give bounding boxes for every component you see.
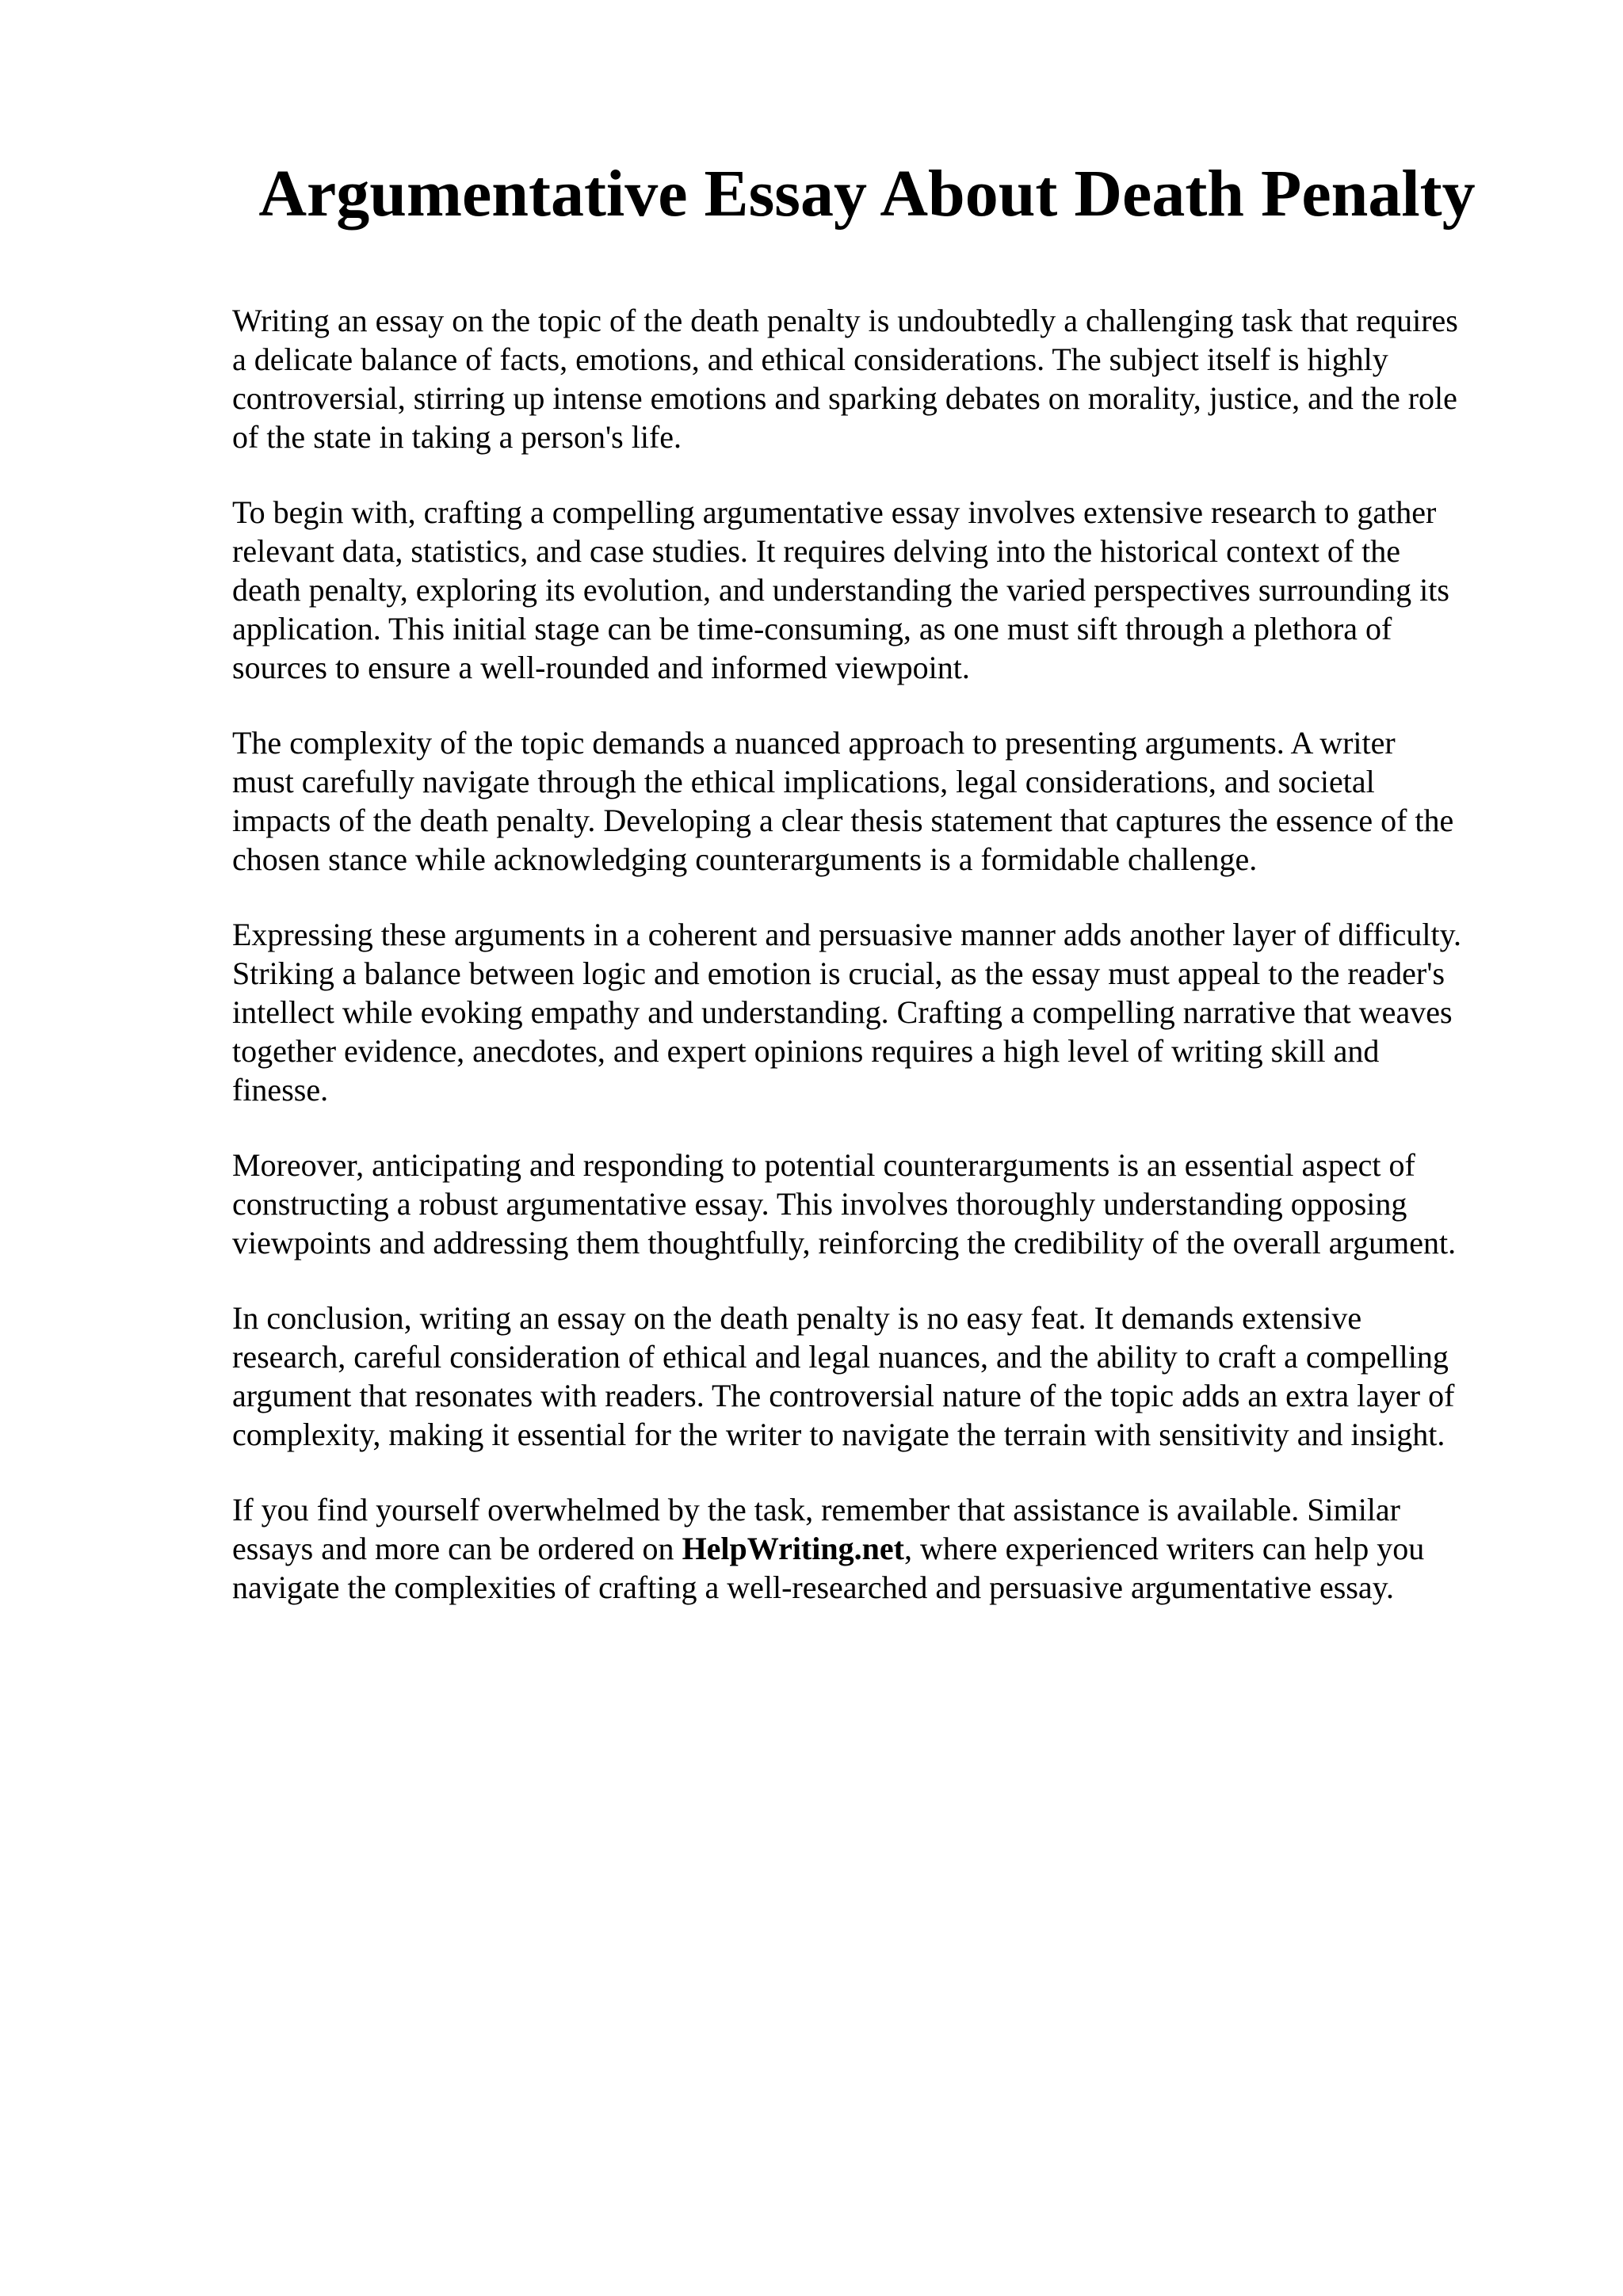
paragraph-line: viewpoints and addressing them thoughtfully, reinforcing the credibility of the overall argument. [232, 1225, 1457, 1261]
paragraph-line: If you find yourself overwhelmed by the task, remember that assistance is available. Similar [232, 1492, 1401, 1527]
paragraph-line: of the state in taking a person's life. [232, 419, 682, 455]
paragraph-line: application. This initial stage can be time-consuming, as one must sift through a plethora of [232, 611, 1392, 646]
paragraph-4 [232, 915, 1532, 1109]
document-body [232, 301, 1532, 1643]
closing-text-after-link: , where experienced writers can help you [903, 1531, 1425, 1566]
paragraph-line: argument that resonates with readers. The controversial nature of the topic adds an extra layer of [232, 1378, 1455, 1413]
paragraph-line: sources to ensure a well-rounded and informed viewpoint. [232, 650, 970, 685]
paragraph-line: death penalty, exploring its evolution, and understanding the varied perspectives surrounding its [232, 572, 1449, 608]
paragraph-line: a delicate balance of facts, emotions, and ethical considerations. The subject itself is highly [232, 341, 1388, 377]
paragraph-line: impacts of the death penalty. Developing a clear thesis statement that captures the essence of the [232, 803, 1454, 838]
paragraph-line: finesse. [232, 1072, 329, 1108]
paragraph-line: In conclusion, writing an essay on the death penalty is no easy feat. It demands extensive [232, 1300, 1362, 1336]
paragraph-line: Moreover, anticipating and responding to potential counterarguments is an essential aspect of [232, 1147, 1415, 1183]
paragraph-line: intellect while evoking empathy and understanding. Crafting a compelling narrative that weaves [232, 994, 1453, 1030]
paragraph-2 [232, 493, 1532, 687]
paragraph-5 [232, 1146, 1532, 1262]
paragraph-line: research, careful consideration of ethical and legal nuances, and the ability to craft a compelling [232, 1339, 1449, 1375]
paragraph-1 [232, 301, 1532, 456]
closing-text-before-link: essays and more can be ordered on [232, 1531, 682, 1566]
paragraph-closing [232, 1490, 1532, 1607]
paragraph-line: controversial, stirring up intense emotions and sparking debates on morality, justice, and the role [232, 380, 1457, 416]
paragraph-line: To begin with, crafting a compelling argumentative essay involves extensive research to gather [232, 494, 1437, 530]
paragraph-line: complexity, making it essential for the writer to navigate the terrain with sensitivity and insight. [232, 1417, 1445, 1452]
paragraph-line: The complexity of the topic demands a nuanced approach to presenting arguments. A writer [232, 725, 1396, 761]
paragraph-line: must carefully navigate through the ethical implications, legal considerations, and societal [232, 764, 1375, 799]
paragraph-line: constructing a robust argumentative essay. This involves thoroughly understanding opposing [232, 1186, 1407, 1222]
paragraph-line: relevant data, statistics, and case studies. It requires delving into the historical context of the [232, 533, 1401, 569]
paragraph-line: chosen stance while acknowledging counterarguments is a formidable challenge. [232, 841, 1258, 877]
paragraph-line-with-link [232, 1529, 1532, 1568]
paragraph-line: Writing an essay on the topic of the death penalty is undoubtedly a challenging task that requires [232, 303, 1458, 338]
paragraph-line: Expressing these arguments in a coherent and persuasive manner adds another layer of difficulty. [232, 917, 1461, 952]
document-title: Argumentative Essay About Death Penalty [258, 157, 1476, 231]
paragraph-line: navigate the complexities of crafting a well-researched and persuasive argumentative essay. [232, 1569, 1395, 1605]
paragraph-3 [232, 723, 1532, 879]
paragraph-line: together evidence, anecdotes, and expert opinions requires a high level of writing skill and [232, 1033, 1380, 1069]
paragraph-line: Striking a balance between logic and emotion is crucial, as the essay must appeal to the reader's [232, 955, 1445, 991]
helpwriting-link[interactable]: HelpWriting.net [682, 1531, 904, 1566]
paragraph-6 [232, 1299, 1532, 1454]
